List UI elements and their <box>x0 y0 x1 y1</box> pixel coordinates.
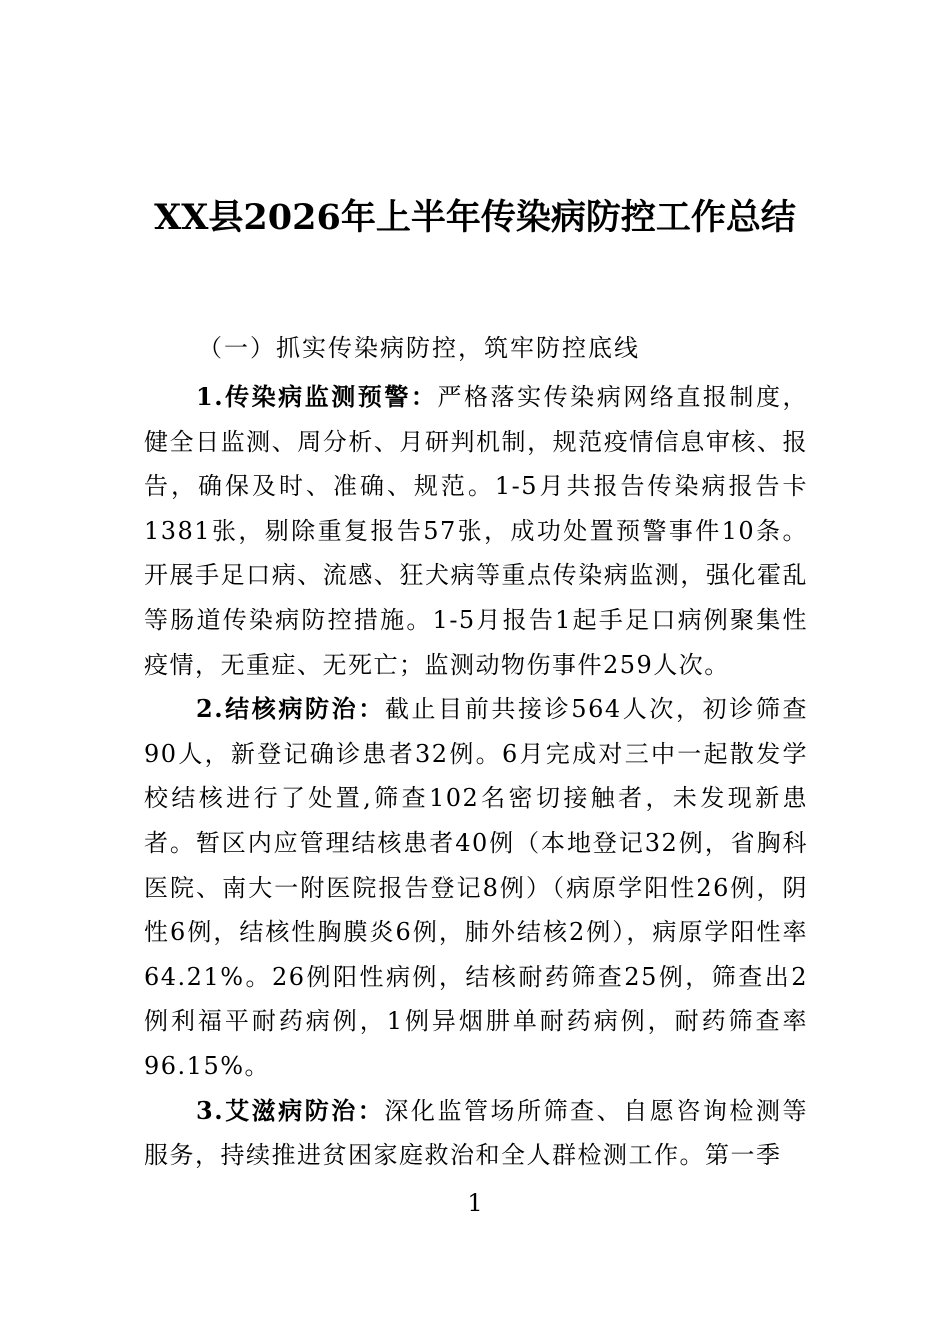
paragraph-text: 截止目前共接诊564人次，初诊筛查90人，新登记确诊患者32例。6月完成对三中一起散发学校结核进行了处置,筛查102名密切接触者，未发现新患者。暂区内应管理结核患者40例（本地登记32例，省胸科医院、南大一附医院报告登记8例）（病原学阳性26例，阴性6例，结核性胸膜炎6例，肺外结核2例），病原学阳性率64.21%。26例阳性病例，结核耐药筛查25例，筛查出2例利福平耐药病例，1例异烟肼单耐药病例，耐药筛查率96.15%。 <box>144 695 808 1080</box>
paragraph-lead: 2.结核病防治： <box>196 694 385 724</box>
paragraph-surveillance <box>144 375 808 687</box>
paragraph-text: 严格落实传染病网络直报制度，健全日监测、周分析、月研判机制，规范疫情信息审核、报告，确保及时、准确、规范。1-5月共报告传染病报告卡1381张，剔除重复报告57张，成功处置预警事件10条。开展手足口病、流感、狂犬病等重点传染病监测，强化霍乱等肠道传染病防控措施。1-5月报告1起手足口病例聚集性疫情，无重症、无死亡；监测动物伤事件259人次。 <box>144 383 808 679</box>
paragraph-tuberculosis <box>144 687 808 1088</box>
paragraph-lead: 1.传染病监测预警： <box>196 382 438 411</box>
paragraph-lead: 3.艾滋病防治： <box>196 1095 385 1125</box>
paragraph-text: 深化监管场所筛查、自愿咨询检测等服务，持续推进贫困家庭救治和全人群检测工作。第一季 <box>144 1096 808 1170</box>
section-heading: （一）抓实传染病防控，筑牢防控底线 <box>198 334 640 362</box>
page-number: 1 <box>467 1189 483 1217</box>
paragraph-aids <box>144 1089 808 1178</box>
document-body <box>144 375 808 1178</box>
document-title: XX县2026年上半年传染病防控工作总结 <box>154 197 796 238</box>
